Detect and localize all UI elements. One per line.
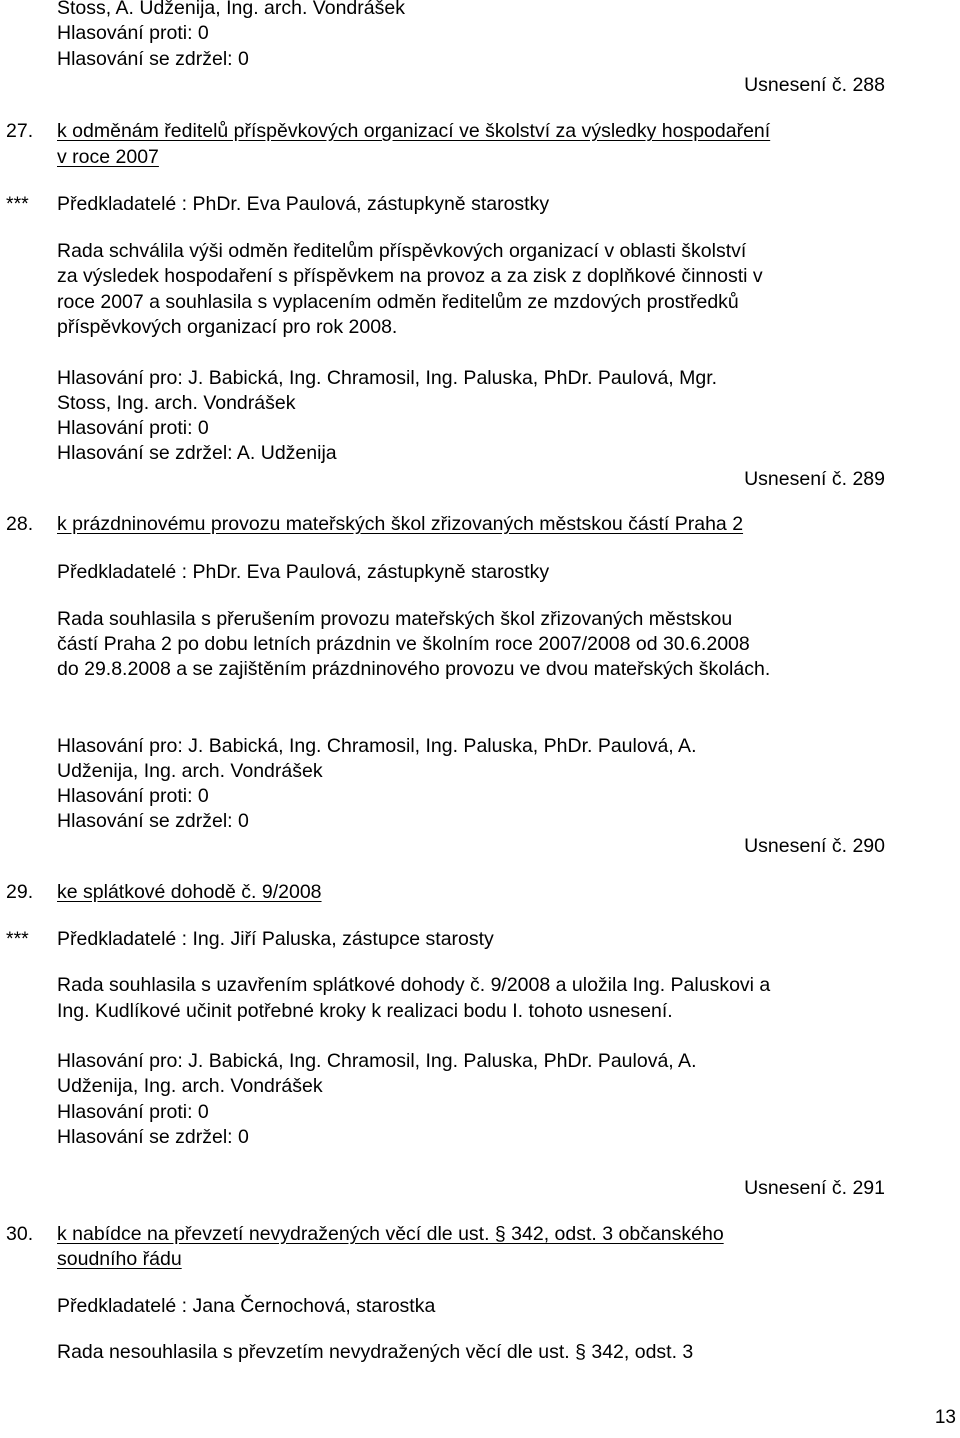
resolution-number: Usnesení č. 290 bbox=[744, 835, 885, 857]
item-title: k nabídce na převzetí nevydražených věcí dle ust. § 342, odst. 3 občanského bbox=[57, 1223, 724, 1245]
item-marker: *** bbox=[6, 193, 29, 215]
resolution-number: Usnesení č. 291 bbox=[744, 1177, 885, 1199]
resolution-text-line: příspěvkových organizací pro rok 2008. bbox=[57, 316, 398, 338]
resolution-text-line: Rada souhlasila s uzavřením splátkové dohody č. 9/2008 a uložila Ing. Paluskovi a bbox=[57, 974, 771, 996]
item-number: 29. bbox=[6, 881, 34, 903]
vote-for: Hlasování pro: J. Babická, Ing. Chramosil, Ing. Paluska, PhDr. Paulová, A. bbox=[57, 735, 697, 757]
vote-for-continuation: Stoss, A. Udženija, Ing. arch. Vondrášek bbox=[57, 0, 405, 19]
presenter: Předkladatelé : PhDr. Eva Paulová, zástupkyně starostky bbox=[57, 193, 550, 215]
presenter: Předkladatelé : Ing. Jiří Paluska, zástupce starosty bbox=[57, 928, 494, 950]
item-title-continued: v roce 2007 bbox=[57, 146, 159, 168]
resolution-number: Usnesení č. 289 bbox=[744, 468, 885, 490]
item-title: k prázdninovému provozu mateřských škol zřizovaných městskou částí Praha 2 bbox=[57, 513, 744, 535]
vote-against: Hlasování proti: 0 bbox=[57, 785, 209, 807]
vote-abstain: Hlasování se zdržel: 0 bbox=[57, 810, 249, 832]
vote-for: Hlasování pro: J. Babická, Ing. Chramosil, Ing. Paluska, PhDr. Paulová, A. bbox=[57, 1050, 697, 1072]
resolution-text-line: do 29.8.2008 a se zajištěním prázdninového provozu ve dvou mateřských školách. bbox=[57, 658, 771, 680]
page-number: 13 bbox=[934, 1407, 956, 1428]
vote-abstain: Hlasování se zdržel: 0 bbox=[57, 48, 249, 70]
vote-abstain: Hlasování se zdržel: A. Udženija bbox=[57, 442, 337, 464]
vote-for: Hlasování pro: J. Babická, Ing. Chramosil, Ing. Paluska, PhDr. Paulová, Mgr. bbox=[57, 367, 718, 389]
resolution-text-line: Rada nesouhlasila s převzetím nevydražených věcí dle ust. § 342, odst. 3 bbox=[57, 1341, 694, 1363]
resolution-text-line: Rada souhlasila s přerušením provozu mateřských škol zřizovaných městskou bbox=[57, 608, 733, 630]
presenter: Předkladatelé : PhDr. Eva Paulová, zástupkyně starostky bbox=[57, 561, 550, 583]
vote-abstain: Hlasování se zdržel: 0 bbox=[57, 1126, 249, 1148]
resolution-text-line: roce 2007 a souhlasila s vyplacením odměn ředitelům ze mzdových prostředků bbox=[57, 291, 739, 313]
vote-for-continued: Udženija, Ing. arch. Vondrášek bbox=[57, 760, 323, 782]
item-title: ke splátkové dohodě č. 9/2008 bbox=[57, 881, 322, 903]
vote-against: Hlasování proti: 0 bbox=[57, 417, 209, 439]
vote-for-continued: Stoss, Ing. arch. Vondrášek bbox=[57, 392, 296, 414]
item-number: 27. bbox=[6, 120, 34, 142]
resolution-text-line: Ing. Kudlíkové učinit potřebné kroky k realizaci bodu I. tohoto usnesení. bbox=[57, 1000, 673, 1022]
resolution-number: Usnesení č. 288 bbox=[744, 74, 885, 96]
resolution-text-line: částí Praha 2 po dobu letních prázdnin ve školním roce 2007/2008 od 30.6.2008 bbox=[57, 633, 750, 655]
vote-against: Hlasování proti: 0 bbox=[57, 22, 209, 44]
item-title-continued: soudního řádu bbox=[57, 1248, 182, 1270]
presenter: Předkladatelé : Jana Černochová, starostka bbox=[57, 1295, 436, 1317]
item-title: k odměnám ředitelů příspěvkových organizací ve školství za výsledky hospodaření bbox=[57, 120, 771, 142]
vote-against: Hlasování proti: 0 bbox=[57, 1101, 209, 1123]
item-number: 30. bbox=[6, 1223, 34, 1245]
vote-for-continued: Udženija, Ing. arch. Vondrášek bbox=[57, 1075, 323, 1097]
resolution-text-line: Rada schválila výši odměn ředitelům příspěvkových organizací v oblasti školství bbox=[57, 240, 747, 262]
resolution-text-line: za výsledek hospodaření s příspěvkem na provoz a za zisk z doplňkové činnosti v bbox=[57, 265, 763, 287]
item-marker: *** bbox=[6, 928, 29, 950]
item-number: 28. bbox=[6, 513, 34, 535]
